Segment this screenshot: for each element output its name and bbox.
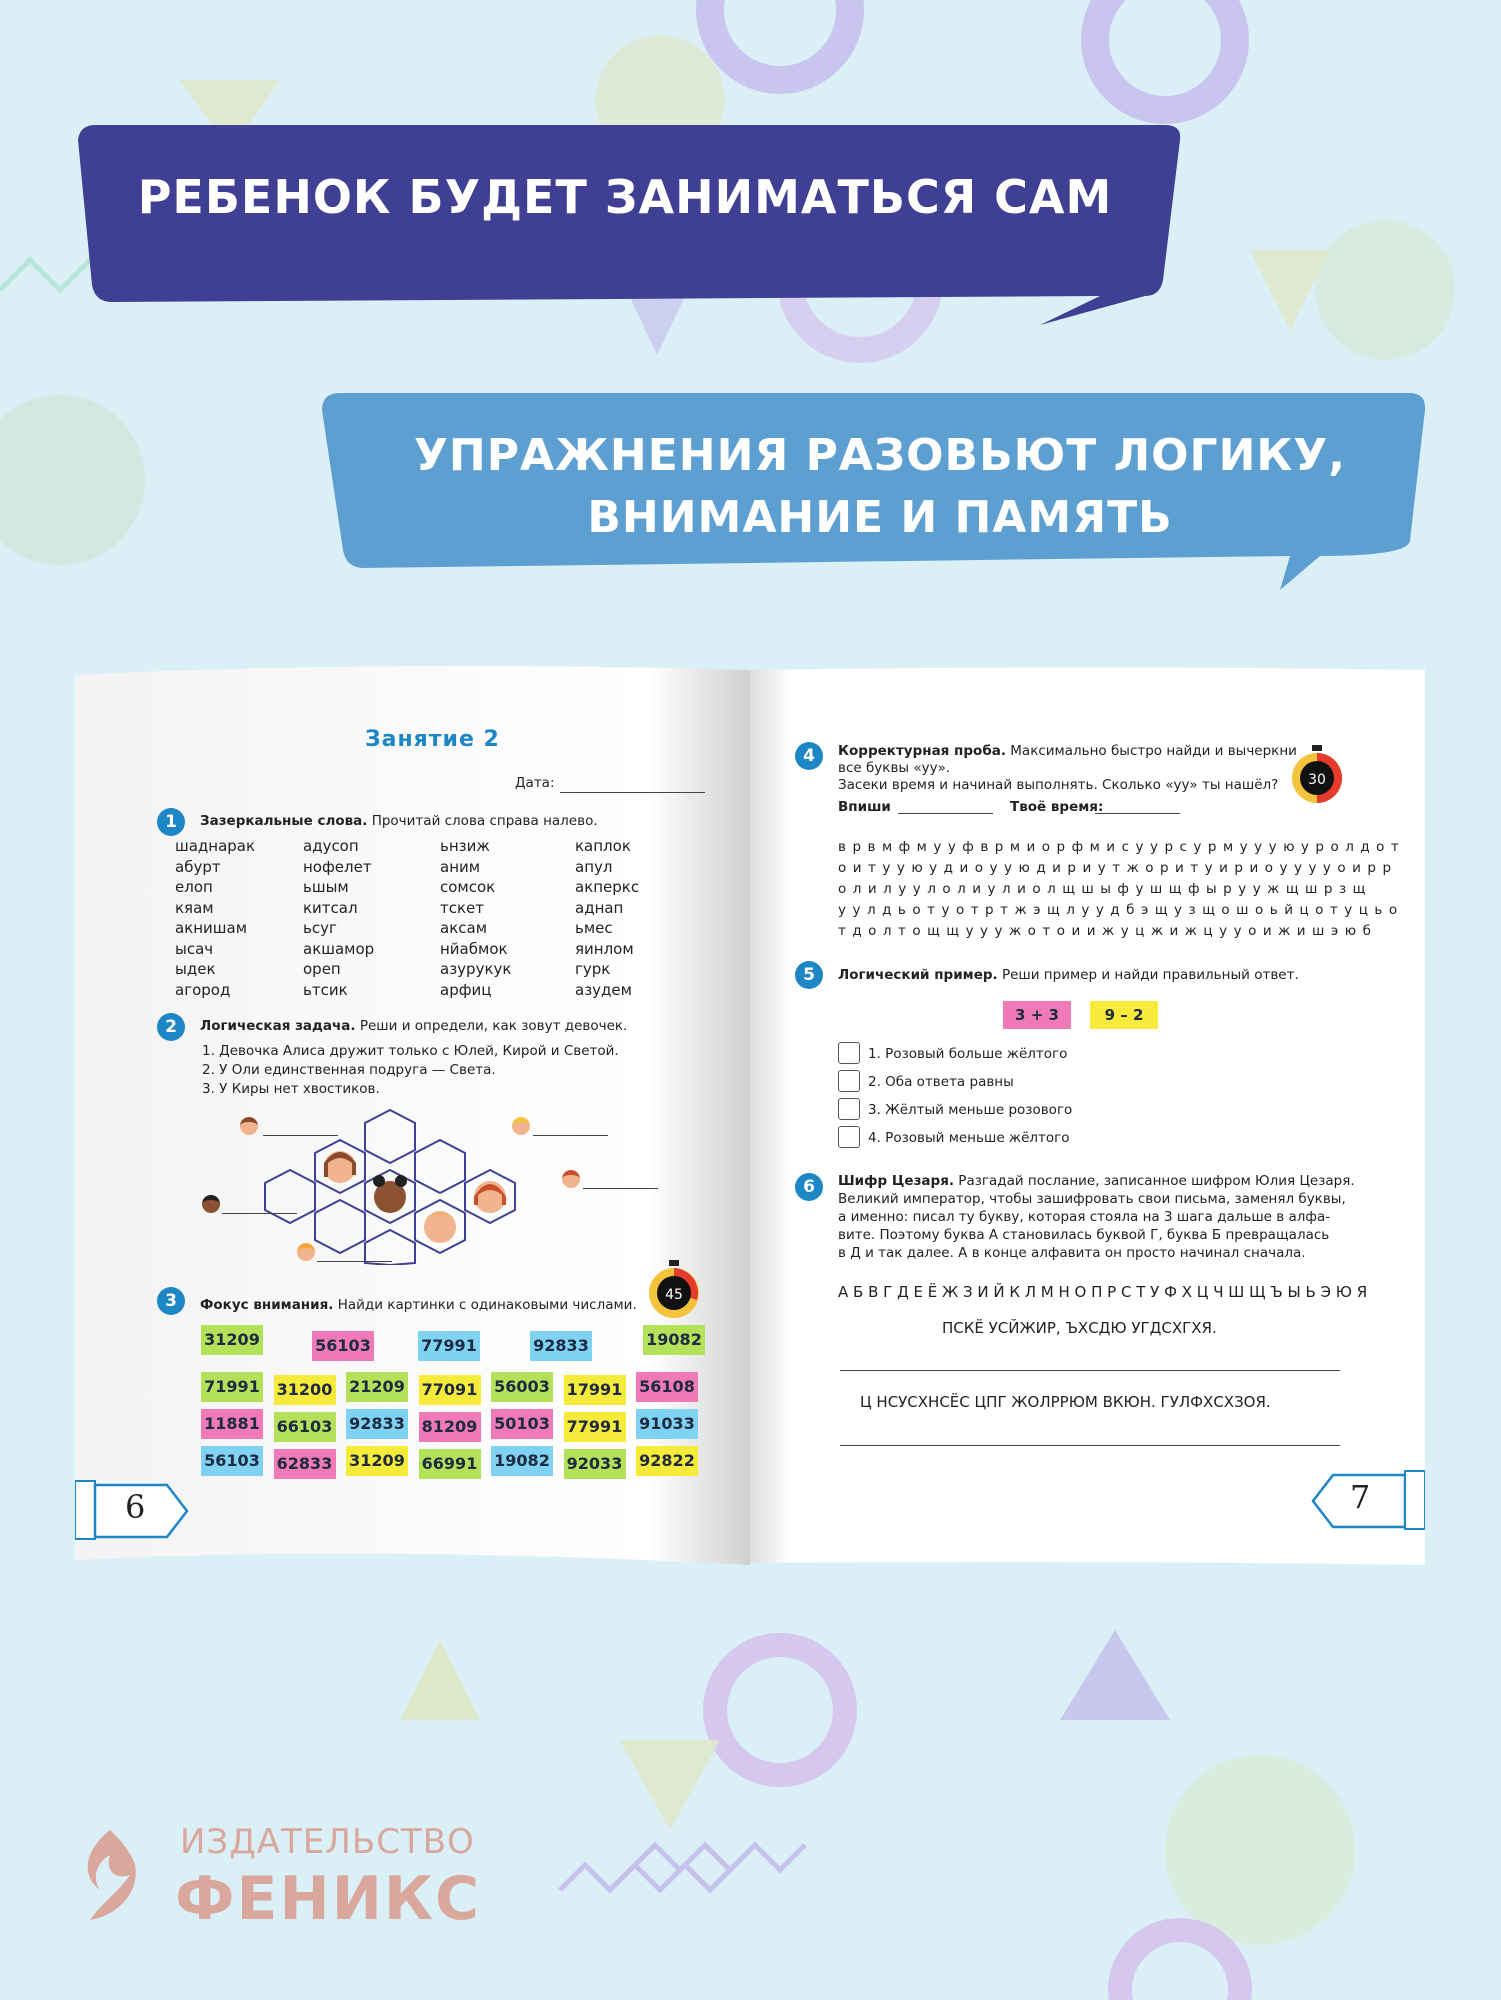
mirror-word: тскет [440,898,485,917]
answer-line [317,1261,392,1262]
number-chip[interactable]: 19082 [491,1446,553,1476]
ex4-count-line[interactable] [898,813,993,814]
number-chip[interactable]: 77991 [418,1331,480,1361]
exercise-number-6: 6 [795,1173,823,1201]
mirror-word: ьтсик [303,980,348,999]
mirror-word: яинлом [575,939,634,958]
publisher-name: ФЕНИКС [175,1864,481,1934]
ex5-text: Реши пример и найди правильный ответ. [1001,967,1299,983]
honeycomb-puzzle [205,1105,625,1265]
mirror-word: ьшым [303,878,349,896]
ex4-time-line[interactable] [1095,813,1180,814]
lesson-title: Занятие 2 [365,727,500,752]
ex6-text-5: в Д и так далее. А в конце алфавита он просто начинал сначала. [838,1245,1306,1261]
number-chip[interactable]: 17991 [564,1375,626,1405]
left-page [75,665,750,1565]
mirror-word: шаднарак [175,837,256,855]
headline-secondary [340,425,1420,549]
headline-bubble-dark [0,0,1501,700]
answer-line [533,1135,608,1136]
exercise-number-4: 4 [795,742,823,770]
mirror-word: азурукук [440,960,512,978]
right-page [750,665,1425,1565]
mirror-word: елоп [175,878,213,896]
number-chip[interactable]: 66991 [419,1449,481,1479]
ex4-text-1: Максимально быстро найди и вычеркни [1010,743,1297,759]
date-line [560,792,705,793]
mirror-word: аднап [575,898,624,917]
mirror-word: акперкс [575,878,640,896]
letter-grid [838,837,1400,942]
ex2-text: Реши и определи, как зовут девочек. [359,1018,628,1034]
number-chip[interactable]: 77991 [564,1412,626,1442]
number-chip[interactable]: 31200 [274,1375,336,1405]
ex3-heading [200,1297,637,1313]
number-chip[interactable]: 56103 [201,1446,263,1476]
mirror-word: акшамор [303,939,375,958]
mirror-word: ыдек [175,960,216,978]
mirror-word: нйабмок [440,939,508,958]
ex5-heading [838,967,1299,983]
headline-secondary-line1: УПРАЖНЕНИЯ РАЗОВЬЮТ ЛОГИКУ, [413,430,1347,481]
headline-secondary-line2: ВНИМАНИЕ И ПАМЯТЬ [587,492,1173,543]
number-chip[interactable]: 56103 [312,1331,374,1361]
exercise-number-1: 1 [157,808,185,836]
number-chip[interactable]: 50103 [491,1409,553,1439]
stopwatch-icon [647,1260,701,1320]
letter-row: т д о л т о щ щ у у у ж о т о и и ж у ц ж и ж ц у у о и ж и ш э ю б [838,923,1373,939]
cipher-answer-line-1[interactable] [840,1370,1340,1371]
girl-icon [240,1117,258,1135]
number-chip[interactable]: 62833 [274,1449,336,1479]
exercise-number-2: 2 [157,1013,185,1041]
alphabet-row: А Б В Г Д Е Ё Ж З И Й К Л М Н О П Р С Т У Ф Х Ц Ч Ш Щ Ъ Ы Ь Э Ю Я [838,1283,1368,1301]
mirror-word: абурт [175,857,221,876]
girl-icon [297,1243,315,1261]
number-chip[interactable]: 92033 [564,1449,626,1479]
letter-row: о л и л у у л о л и у л и о л щ ш ы ф у ш щ ф ы р у у ж щ ш р з щ [838,881,1367,897]
publisher-label: ИЗДАТЕЛЬСТВО [180,1822,475,1862]
number-chip[interactable]: 21209 [346,1372,408,1402]
number-chip[interactable]: 92833 [346,1409,408,1439]
ex6-text-2: Великий император, чтобы зашифровать свои письма, заменял буквы, [838,1191,1346,1207]
number-chip[interactable]: 91033 [636,1409,698,1439]
ex2-item-1: 1. Девочка Алиса дружит только с Юлей, Кирой и Светой. [202,1043,619,1059]
option-label-3: 3. Жёлтый меньше розового [868,1102,1073,1118]
answer-line [263,1135,338,1136]
answer-line [583,1188,658,1189]
number-chip[interactable]: 66103 [274,1412,336,1442]
phoenix-logo-icon [75,1820,145,1930]
stopwatch-icon [1290,745,1344,805]
mirror-word: адусоп [303,837,359,855]
ex6-title: Шифр Цезаря. [838,1173,954,1189]
ex4-title: Корректурная проба. [838,743,1006,759]
cipher-answer-line-2[interactable] [840,1445,1340,1446]
ex3-title: Фокус внимания. [200,1297,334,1313]
option-label-1: 1. Розовый больше жёлтого [868,1046,1068,1062]
mirror-word: аним [440,857,481,876]
mirror-word: ьмес [575,919,613,937]
mirror-word: сомсок [440,878,496,896]
number-chip[interactable]: 92833 [530,1331,592,1361]
ex1-title: Зазеркальные слова. [200,813,368,829]
ex2-item-3: 3. У Киры нет хвостиков. [202,1081,380,1097]
number-chip[interactable]: 77091 [419,1375,481,1405]
girl-icon [512,1117,530,1135]
ex2-heading [200,1018,627,1034]
ex6-heading [838,1173,1355,1189]
headline-primary: РЕБЕНОК БУДЕТ ЗАНИМАТЬСЯ САМ [137,170,1113,224]
mirror-word: ореп [303,960,341,978]
girl-icon [202,1195,220,1213]
cipher-text-1: ПСКЁ УСЙЖИР, ЪХСДЮ УГДСХГХЯ. [942,1319,1217,1337]
exercise-number-5: 5 [795,961,823,989]
ex5-title: Логический пример. [838,967,998,983]
number-chip[interactable]: 71991 [201,1372,263,1402]
option-checkbox-4[interactable] [838,1126,860,1148]
option-label-2: 2. Оба ответа равны [868,1074,1014,1090]
cipher-text-2: Ц НСУСХНСЁС ЦПГ ЖОЛРРЮМ ВКЮН. ГУЛФХСХЗОЯ. [860,1393,1271,1411]
mirror-word: ьсуг [303,919,337,937]
date-label: Дата: [515,775,555,791]
number-chip[interactable]: 92822 [636,1446,698,1476]
number-chip[interactable]: 31209 [201,1325,263,1355]
ex4-text-3: Засеки время и начинай выполнять. Сколько «уу» ты нашёл? [838,777,1279,793]
mirror-word: нофелет [303,857,372,876]
ex2-title: Логическая задача. [200,1018,356,1034]
number-chip[interactable]: 56003 [491,1372,553,1402]
mirror-word: агород [175,980,231,999]
mirror-word: аксам [440,919,488,937]
expression-yellow: 9 – 2 [1090,1001,1158,1029]
mirror-word: ысач [175,939,214,958]
ex1-heading [200,813,598,829]
ex2-item-2: 2. У Оли единственная подруга — Света. [202,1062,496,1078]
answer-line [222,1213,297,1214]
mirror-word: апул [575,857,613,876]
mirror-word: китсал [303,898,358,917]
number-chip[interactable]: 19082 [643,1325,705,1355]
timer-45-value: 45 [665,1287,683,1303]
ex6-text-1: Разгадай послание, записанное шифром Юлия Цезаря. [958,1173,1355,1189]
option-checkbox-2[interactable] [838,1070,860,1092]
ex4-text-2: все буквы «уу». [838,760,951,776]
girl-icon [562,1170,580,1188]
timer-30-value: 30 [1308,772,1326,788]
page-number-right: 7 [1350,1478,1371,1516]
number-chip[interactable]: 11881 [201,1409,263,1439]
exercise-number-3: 3 [157,1287,185,1315]
number-chip[interactable]: 81209 [419,1412,481,1442]
ex4-write-label: Впиши [838,799,891,815]
option-label-4: 4. Розовый меньше жёлтого [868,1130,1070,1146]
option-checkbox-3[interactable] [838,1098,860,1120]
mirror-word: кяам [175,898,214,917]
mirror-word: арфиц [440,980,492,999]
mirror-word: азудем [575,980,632,999]
letter-row: у у л д ь о т у о т р т ж э щ л у у д б э щ у з щ о ш о ь й ц о т у ц ь о [838,902,1399,918]
option-checkbox-1[interactable] [838,1042,860,1064]
page-number-left: 6 [125,1488,146,1526]
mirror-word: гурк [575,960,611,978]
mirror-word: каплок [575,837,631,855]
ex1-text: Прочитай слова справа налево. [371,813,598,829]
expression-pink: 3 + 3 [1003,1001,1071,1029]
number-chip[interactable]: 56108 [636,1372,698,1402]
ex6-text-4: вите. Поэтому буква А становилась буквой Г, буква Б превращалась [838,1227,1330,1243]
number-chip[interactable]: 31209 [346,1446,408,1476]
ex4-time-label: Твоё время: [1010,799,1104,815]
mirror-word: акнишам [175,919,248,937]
ex3-text: Найди картинки с одинаковыми числами. [337,1297,637,1313]
ex4-heading [838,743,1297,759]
mirror-word: ьнзиж [440,837,490,855]
workbook-spread [75,665,1425,1565]
ex6-text-3: а именно: писал ту букву, которая стояла на 3 шага дальше в алфа- [838,1209,1331,1225]
letter-row: о и т у у ю у д и о у у ю д и р и у т ж о р и т у и р и о у у у у о и р р [838,860,1393,876]
letter-row: в р в м ф м у у ф в р м и о р ф м и с у у р с у р м у у у ю у р о л д о т [838,839,1400,855]
